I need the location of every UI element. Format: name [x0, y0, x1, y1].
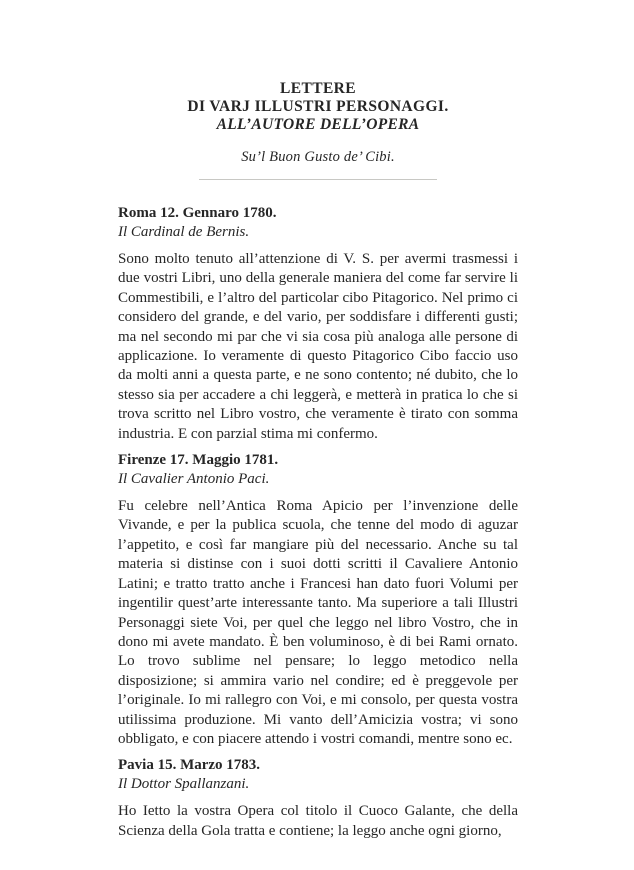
book-title-line-2: DI VARJ ILLUSTRI PERSONAGGI. — [187, 98, 449, 115]
title-divider — [199, 179, 437, 180]
book-title-line-3: ALL’AUTORE DELL’OPERA — [216, 116, 420, 133]
letter-author: Il Dottor Spallanzani. — [118, 776, 250, 793]
letter-body: Sono molto tenuto all’attenzione di V. S. per avermi trasmessi i due vostri Libri, uno della generale maniera del come far servire li Commestibili, e l’altro del particolar cibo Pitagorico. Nel primo ci considero del grande, e del vario, per soddisfare i differenti gusti; ma nel secondo mi par che vi sia cosa più analoga alle persone di applicazione. Io veramente di questo Pitagorico Cibo faccio uso da molti anni a questa parte, e ne sono contento; né dubito, che lo stesso sia per accadere a chi leggerà, e metterà in pratica lo che si trova scritto nel Libro vostro, che veramente è tirato con somma industria. E con parzial stima mi confermo. — [118, 251, 518, 442]
letter-paci — [118, 451, 518, 749]
book-title-line-1: LETTERE — [279, 80, 357, 97]
book-subtitle: Su’l Buon Gusto de’ Cibi. — [241, 149, 395, 165]
letter-author: Il Cardinal de Bernis. — [118, 224, 250, 240]
letter-dateline: Firenze 17. Maggio 1781. — [118, 452, 279, 469]
title-block — [118, 80, 518, 180]
letter-bernis — [118, 204, 518, 444]
letter-body: Fu celebre nell’Antica Roma Apicio per l’invenzione delle Vivande, e per la publica scuola, che tenne del modo di aguzar l’appetito, e così far mangiare più del necessario. Anche su tal materia si distinse con i suoi dotti scritti il Cavaliere Antonio Latini; e tratto tratto anche i Francesi han dato fuori Volumi per ingentilir quest’arte interessante tanto. Ma superiore a tali Illustri Personaggi siete Voi, per quel che leggo nel libro Vostro, che in dono mi avete mandato. È ben voluminoso, è di bei Rami ornato. Lo trovo sublime nel pensare; lo leggo metodico nella disposizione; si ammira vario nel condire; ed è preggevole per l’originale. Io mi rallegro con Voi, e mi consolo, per questa vostra utilissima produzione. Mi vanto dell’Amicizia vostra; vi sono obbligato, e con piacere attendo i vostri comandi, mentre sono ec. — [118, 498, 518, 747]
letter-dateline: Roma 12. Gennaro 1780. — [118, 205, 277, 221]
letter-author: Il Cavalier Antonio Paci. — [118, 471, 270, 488]
letter-body: Ho Ietto la vostra Opera col titolo il Cuoco Galante, che della Scienza della Gola tratta e contiene; la leggo anche ogni giorno, — [118, 803, 518, 839]
letter-spallanzani — [118, 756, 518, 841]
letter-dateline: Pavia 15. Marzo 1783. — [118, 757, 261, 774]
